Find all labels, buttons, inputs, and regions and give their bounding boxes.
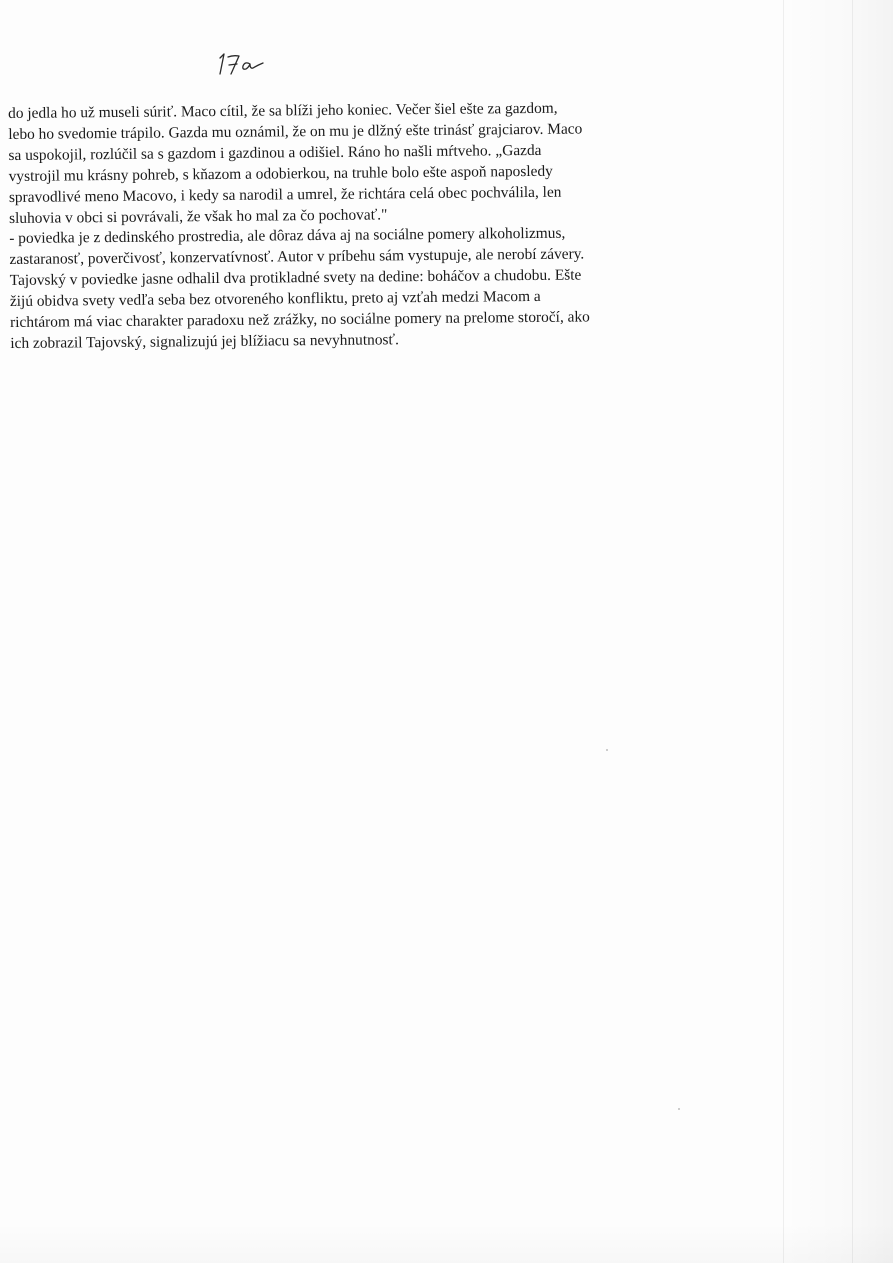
text-line: vystrojil mu krásny pohreb, s kňazom a odobierkou, na truhle bolo ešte aspoň naposledy bbox=[8, 162, 553, 185]
text-line: ich zobrazil Tajovský, signalizujú jej blížiacu sa nevyhnutnosť. bbox=[10, 331, 399, 352]
text-line: zastaranosť, poverčivosť, konzervatívnosť. Autor v príbehu sám vystupuje, ale nerobí závery. bbox=[9, 245, 585, 269]
text-line: lebo ho svedomie trápilo. Gazda mu oznámil, že on mu je dlžný ešte trinásť grajciarov. Maco bbox=[8, 120, 583, 143]
text-line: - poviedka je z dedinského prostredia, ale dôraz dáva aj na sociálne pomery alkoholizmus, bbox=[9, 225, 566, 248]
scan-shadow-bottom bbox=[0, 1223, 893, 1263]
scan-artifact-line bbox=[783, 0, 784, 1263]
document-body bbox=[8, 97, 722, 355]
scan-artifact-line bbox=[852, 0, 853, 1263]
text-line: sa uspokojil, rozlúčil sa s gazdom i gazdinou a odišiel. Ráno ho našli mŕtveho. „Gazda bbox=[8, 141, 542, 164]
text-line: richtárom má viac charakter paradoxu než zrážky, no sociálne pomery na prelome storočí, ako bbox=[10, 308, 590, 332]
scan-speck bbox=[606, 749, 608, 751]
scan-speck bbox=[678, 1108, 680, 1110]
text-line: do jedla ho už museli súriť. Maco cítil, že sa blíži jeho koniec. Večer šiel ešte za gazdom, bbox=[8, 99, 558, 122]
text-line: sluhovia v obci si povrávali, že však ho mal za čo pochovať." bbox=[9, 205, 388, 227]
handwritten-page-number-drawing bbox=[214, 44, 274, 80]
text-line: Tajovský v poviedke jasne odhalil dva protikladné svety na dedine: boháčov a chudobu. Ešte bbox=[9, 266, 582, 290]
text-line: spravodlivé meno Macovo, i kedy sa narodil a umrel, že richtára celá obec pochválila, len bbox=[8, 183, 562, 206]
text-line: žijú obidva svety vedľa seba bez otvoreného konfliktu, preto aj vzťah medzi Macom a bbox=[9, 288, 541, 311]
handwritten-page-number bbox=[214, 44, 274, 80]
scan-shadow-right bbox=[783, 0, 893, 1263]
